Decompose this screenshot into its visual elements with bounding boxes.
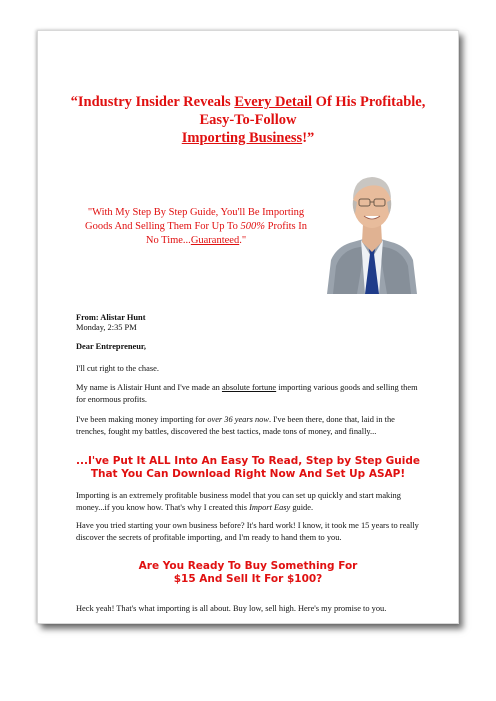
section-heading [58,560,438,586]
paragraph: Heck yeah! That's what importing is all about. Buy low, sell high. Here's my promise to you. [76,604,387,613]
paragraph [76,414,426,438]
subhead-italic: 500% [240,221,265,232]
headline-underline: Importing Business [181,130,303,146]
heading-line: Are You Ready To Buy Something For [138,560,358,572]
author-portrait-icon [327,162,417,294]
headline-line: Easy-To-Follow [199,112,297,128]
paragraph [76,382,426,406]
paragraph [76,490,426,514]
headline-part: “Industry Insider Reveals [70,94,235,110]
heading-line: ...I've Put It ALL Into An Easy To Read, Step by Step Guide [75,455,421,467]
text-run: I've been making money importing for [76,415,208,424]
text-run: guide. [290,503,314,512]
document-page [37,30,459,624]
subheadline [78,206,314,248]
text-italic: Import Easy [249,503,291,512]
heading-line: That You Can Download Right Now And Set Up ASAP! [90,468,406,480]
headline-underline: Every Detail [234,94,313,110]
letter-from: From: Alistar Hunt [76,313,146,322]
subhead-end: ." [239,235,247,246]
subhead-part: "With My Step By Step Guide, You'll Be Importing Goods And Selling Them For Up To [84,207,305,232]
headline-part: Of His Profitable, [312,94,426,110]
text-italic: over 36 years now [207,415,269,424]
text-run: Importing is an extremely profitable business model that you can set up quickly and start making money...if you know how. That's why I created this [76,491,401,512]
paragraph: I'll cut right to the chase. [76,364,159,373]
headline [38,93,458,147]
letter-greeting: Dear Entrepreneur, [76,342,146,351]
text-run: My name is Alistair Hunt and I've made an [76,383,222,392]
section-heading [58,455,438,481]
text-underline: absolute fortune [221,383,277,392]
text-run: . I've been there, done that, laid in the trenches, fought my battles, discovered the best tactics, made tons of money, and finally... [76,415,395,436]
letter-date: Monday, 2:35 PM [76,323,137,332]
subhead-part: Profits In No Time... [145,221,307,246]
author-photo [327,162,417,294]
headline-end: !” [302,130,315,146]
text-run: importing various goods and selling them for enormous profits. [76,383,418,404]
subhead-underline: Guaranteed [190,235,240,246]
heading-line: $15 And Sell It For $100? [173,573,323,585]
paragraph: Have you tried starting your own business before? It's hard work! I know, it took me 15 years to really discover the secrets of profitable importing, and I'm ready to hand them to you. [76,521,419,542]
